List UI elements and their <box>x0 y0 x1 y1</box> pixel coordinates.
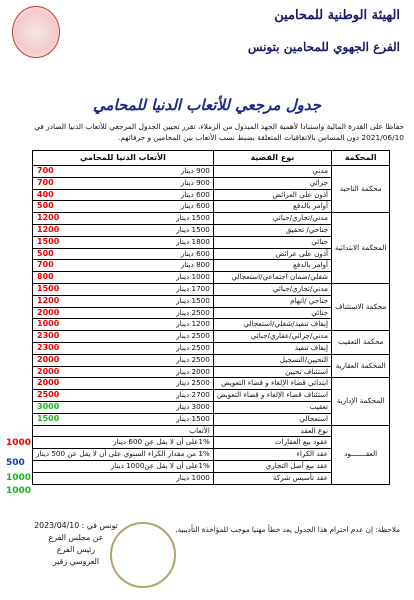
fee-text: 2500 دينار <box>176 378 210 388</box>
updated-fee-value: 2500 <box>37 390 60 400</box>
document-title: جدول مرجعي للأتعاب الدنيا للمحامي <box>92 96 321 114</box>
fee-text: 1% من مقدار الكراء السنوي على أن لا يقل عن 500 دينار <box>36 449 210 459</box>
table-row <box>33 354 390 366</box>
fee-cell <box>33 401 214 413</box>
fee-text: 1000 دينار <box>176 472 210 482</box>
fee-cell <box>33 449 214 461</box>
fee-cell <box>33 437 214 449</box>
margin-value: 1000 <box>6 486 32 496</box>
fee-cell <box>33 319 214 331</box>
case-type-cell: جزائي <box>213 177 331 189</box>
table-row <box>33 166 390 178</box>
fee-cell <box>33 272 214 284</box>
case-type-cell: تعقيب <box>213 401 331 413</box>
signature-line2: رئيس الفرع <box>56 545 96 554</box>
fee-cell <box>33 413 214 425</box>
case-type-cell: جنائي <box>213 236 331 248</box>
case-type-cell: استعجالي <box>213 413 331 425</box>
fee-cell <box>33 342 214 354</box>
case-type-cell: إيقاف تنفيذ/شغلي/استعجالي <box>213 319 331 331</box>
updated-fee-value: 1500 <box>37 236 60 246</box>
table-row <box>33 213 390 225</box>
updated-fee-value: 1500 <box>37 413 60 423</box>
fee-text: 600 دينار <box>180 248 210 258</box>
table-row <box>33 378 390 390</box>
fee-cell <box>33 236 214 248</box>
fee-cell <box>33 390 214 402</box>
fee-cell <box>33 378 214 390</box>
updated-fee-value: 2000 <box>37 366 60 376</box>
case-type-cell: استئناف قضاء الإلغاء و قضاء التعويض <box>213 390 331 402</box>
fee-cell <box>33 201 214 213</box>
fee-text: 3000 دينار <box>176 401 210 411</box>
case-type-cell: ابتدائي قضاء الإلغاء و قضاء التعويض <box>213 378 331 390</box>
case-type-cell: مدني <box>213 166 331 178</box>
header-title: الهيئة الوطنية للمحامين <box>274 8 400 23</box>
case-type-cell: استئناف تحيين <box>213 366 331 378</box>
updated-fee-value: 3000 <box>37 401 60 411</box>
intro-paragraph: حفاظا على القدرة المالية واستنادا لأهمية الجهد المبذول من الزملاء، تقرر تحيين الجدول المرجعي للأتعاب الدنيا الصادر في 2021/06/10 دون المساس بالاتفاقيات المتعلقة بضبط نسب الأتعاب بين المحامين و حرفائهم. <box>34 122 404 142</box>
fee-text: 1500 دينار <box>176 413 210 423</box>
margin-value: 500 <box>6 458 25 468</box>
updated-fee-value: 1000 <box>37 319 60 329</box>
updated-fee-value: 400 <box>37 189 54 199</box>
fee-cell <box>33 248 214 260</box>
case-type-cell: مدني/جزائي/عقاري/جبائي <box>213 331 331 343</box>
updated-fee-value: 2000 <box>37 307 60 317</box>
table-row <box>33 283 390 295</box>
fee-cell <box>33 331 214 343</box>
fee-cell <box>33 425 214 437</box>
fee-text: 800 دينار <box>180 260 210 270</box>
fee-cell <box>33 224 214 236</box>
updated-fee-value: 700 <box>37 177 54 187</box>
fee-text: الأتعاب <box>189 425 210 435</box>
official-stamp <box>110 522 176 588</box>
court-cell: المحكمة الابتدائية <box>332 213 390 284</box>
fee-text: 1500 دينار <box>176 224 210 234</box>
case-type-cell: جنائي <box>213 307 331 319</box>
fee-text: 900 دينار <box>180 166 210 175</box>
header-case-type: نوع القضية <box>213 151 331 166</box>
case-type-cell: إيقاف تنفيذ <box>213 342 331 354</box>
fee-text: 1800 دينار <box>176 236 210 246</box>
bar-association-logo <box>12 6 60 58</box>
case-type-cell: عقد بيع أصل التجاري <box>213 460 331 472</box>
updated-fee-value: 1200 <box>37 224 60 234</box>
footer-note: ملاحظة: إن عدم احترام هذا الجدول يعد خطأ مهنيا موجب للمؤاخذة التأديبية. <box>175 525 400 534</box>
case-type-cell: عقد تأسيس شركة <box>213 472 331 484</box>
court-cell: المحكمة الإدارية <box>332 378 390 425</box>
signature-name: العروسي زقير <box>52 557 100 566</box>
fee-text: 900 دينار <box>180 177 210 187</box>
header-court: المحكمة <box>332 151 390 166</box>
updated-fee-value: 1200 <box>37 295 60 305</box>
case-type-cell: مدني/تجاري/جبائي <box>213 283 331 295</box>
fee-text: 2500 دينار <box>176 354 210 364</box>
fee-text: 1500 دينار <box>176 213 210 223</box>
case-type-cell: مدني/تجاري/جبائي <box>213 213 331 225</box>
fee-text: 2700 دينار <box>176 390 210 400</box>
fee-cell <box>33 366 214 378</box>
table-row <box>33 425 390 437</box>
updated-fee-value: 700 <box>37 260 54 270</box>
case-type-cell: عقود بيع العقارات <box>213 437 331 449</box>
margin-value: 1000 <box>6 473 32 483</box>
fee-text: 2500 دينار <box>176 342 210 352</box>
case-type-cell: أذون على عرائض <box>213 248 331 260</box>
header-subtitle: الفرع الجهوي للمحامين بتونس <box>247 40 400 54</box>
updated-fee-value: 700 <box>37 166 54 175</box>
fee-cell <box>33 177 214 189</box>
fee-text: 1%على أن لا يقل عن1000 دينار <box>110 460 210 470</box>
header-fee: الأتعاب الدنيا للمحامي <box>33 151 214 166</box>
court-cell: العقـــــــود <box>332 425 390 484</box>
fee-text: 600 دينار <box>180 201 210 211</box>
updated-fee-value: 2300 <box>37 342 60 352</box>
fee-text: 1%على أن لا يقل عن 600 دينار <box>113 437 210 447</box>
fee-text: 1500 دينار <box>176 295 210 305</box>
case-type-cell: التحيين/التسجيل <box>213 354 331 366</box>
fee-cell <box>33 260 214 272</box>
court-cell: محكمة الناحية <box>332 166 390 213</box>
fee-cell <box>33 307 214 319</box>
case-type-cell: نوع العقد <box>213 425 331 437</box>
fee-cell <box>33 354 214 366</box>
margin-value: 1000 <box>6 438 32 448</box>
court-cell: محكمة التعقيب <box>332 331 390 355</box>
updated-fee-value: 800 <box>37 272 54 282</box>
case-type-cell: عقد الكراء <box>213 449 331 461</box>
case-type-cell: جناحي/ تحقيق <box>213 224 331 236</box>
case-type-cell: أوامر بالدفع <box>213 201 331 213</box>
fee-text: 2000 دينار <box>176 366 210 376</box>
signature-date: تونس في : 2023/04/10 <box>34 521 118 530</box>
fees-table <box>32 150 390 485</box>
updated-fee-value: 2300 <box>37 331 60 341</box>
case-type-cell: أذون على العرائض <box>213 189 331 201</box>
table-row <box>33 331 390 343</box>
fee-text: 2500 دينار <box>176 331 210 341</box>
fee-text: 600 دينار <box>180 189 210 199</box>
updated-fee-value: 500 <box>37 201 54 211</box>
case-type-cell: شغلي/ضمان اجتماعي/استعجالي <box>213 272 331 284</box>
signature-line1: عن مجلس الفرع <box>48 533 104 542</box>
fee-cell <box>33 283 214 295</box>
court-cell: المحكمة العقارية <box>332 354 390 378</box>
fee-cell <box>33 166 214 178</box>
fee-cell <box>33 472 214 484</box>
fee-cell <box>33 460 214 472</box>
updated-fee-value: 1500 <box>37 283 60 293</box>
fee-text: 1000 دينار <box>176 272 210 282</box>
court-cell: محكمة الاستئناف <box>332 283 390 330</box>
fee-cell <box>33 189 214 201</box>
table-header-row <box>33 151 390 166</box>
updated-fee-value: 2000 <box>37 354 60 364</box>
updated-fee-value: 500 <box>37 248 54 258</box>
fee-text: 1700 دينار <box>176 283 210 293</box>
fee-cell <box>33 213 214 225</box>
fee-text: 1200 دينار <box>176 319 210 329</box>
updated-fee-value: 1200 <box>37 213 60 223</box>
case-type-cell: جناحي /اتهام <box>213 295 331 307</box>
fee-text: 2500 دينار <box>176 307 210 317</box>
fee-cell <box>33 295 214 307</box>
updated-fee-value: 2000 <box>37 378 60 388</box>
case-type-cell: أوامر بالدفع <box>213 260 331 272</box>
